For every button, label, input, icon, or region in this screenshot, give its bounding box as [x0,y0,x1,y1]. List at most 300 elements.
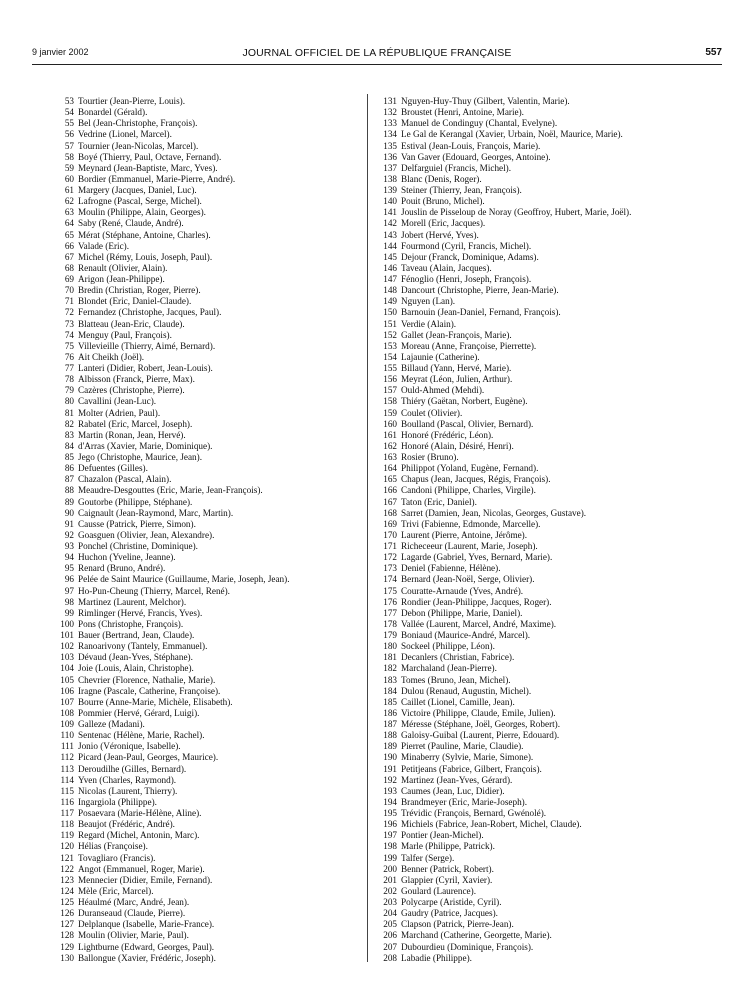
list-item [375,430,725,441]
list-item [52,419,362,430]
list-item [375,107,725,118]
list-item [52,352,362,363]
entry-name: Delplanque (Isabelle, Marie-France). [78,919,215,930]
list-item [375,853,725,864]
list-item [52,207,362,218]
entry-name: Rimlinger (Hervé, Francis, Yves). [78,607,203,618]
entry-name: Bredin (Christian, Roger, Pierre). [78,285,201,296]
entry-name: Jobert (Hervé, Yves). [401,229,479,240]
list-item [52,285,362,296]
list-item [375,686,725,697]
entry-number: 59 [64,162,74,173]
entry-name: Martinez (Jean-Yves, Gérard). [401,774,513,785]
list-item [375,864,725,875]
entry-number: 62 [64,196,74,207]
list-item [52,152,362,163]
list-item [52,530,362,541]
entry-number: 179 [383,630,397,640]
column-divider [367,94,368,962]
entry-number: 150 [383,307,397,318]
list-item [375,541,725,552]
entry-name: Pommier (Hervé, Gérard, Luigi). [78,707,200,718]
list-item [52,441,362,452]
list-item [52,374,362,385]
list-item [375,408,725,419]
entry-name: Honoré (Frédéric, Léon). [401,429,494,440]
entry-number: 84 [64,440,74,451]
list-item [52,218,362,229]
list-item [52,296,362,307]
entry-number: 88 [64,485,74,496]
entry-number: 178 [383,618,397,629]
list-item [375,552,725,563]
entry-number: 63 [64,207,74,218]
entry-number: 134 [383,129,397,140]
entry-number: 104 [60,663,74,674]
entry-number: 175 [383,585,397,596]
entry-number: 98 [64,596,74,607]
list-item [375,730,725,741]
list-item [375,841,725,852]
list-item [375,307,725,318]
entry-name: Defuentes (Gilles). [78,463,148,474]
entry-number: 71 [64,296,74,307]
entry-number: 148 [383,285,397,296]
entry-name: Laurent (Pierre, Antoine, Jérôme). [401,529,528,540]
list-item [375,752,725,763]
entry-number: 102 [60,641,74,652]
entry-name: Albisson (Franck, Pierre, Max). [78,374,195,385]
entry-name: Sockeel (Philippe, Léon). [401,641,495,652]
entry-number: 110 [60,730,74,741]
list-item [375,741,725,752]
list-item [52,396,362,407]
entry-name: Minaberry (Sylvie, Marie, Simone). [401,752,534,763]
entry-number: 86 [64,463,74,474]
list-item [52,919,362,930]
entry-number: 174 [383,574,397,585]
entry-number: 190 [383,752,397,763]
entry-number: 121 [60,852,74,863]
list-item [52,864,362,875]
entry-name: d'Arras (Xavier, Marie, Dominique). [78,440,213,451]
list-item [375,319,725,330]
entry-name: Caillet (Lionel, Camille, Jean). [401,696,515,707]
entry-number: 196 [383,819,397,830]
entry-name: Huchon (Yveline, Jeanne). [78,552,176,563]
entry-name: Moreau (Anne, Françoise, Pierrette). [401,340,537,351]
entry-number: 97 [64,585,74,596]
list-item [375,530,725,541]
entry-name: Mèle (Eric, Marcel). [78,885,154,896]
entry-number: 167 [383,496,397,507]
entry-name: Angot (Emmanuel, Roger, Marie). [78,863,205,874]
entry-number: 91 [64,518,74,529]
list-item [375,942,725,953]
list-item [52,686,362,697]
list-item [52,953,362,964]
entry-number: 143 [383,229,397,240]
entry-name: Nguyen (Lan). [401,296,456,307]
entry-name: Arigon (Jean-Philippe). [78,274,165,284]
entry-name: Margery (Jacques, Daniel, Luc). [78,185,197,195]
entry-name: Sarret (Damien, Jean, Nicolas, Georges, Gustave). [401,507,587,518]
list-item [52,908,362,919]
list-item [52,663,362,674]
list-item [52,675,362,686]
entry-name: Fénoglio (Henri, Joseph, François). [401,274,532,284]
list-item [52,741,362,752]
entry-number: 154 [383,351,397,362]
entry-number: 69 [64,274,74,284]
entry-name: Ponchel (Christine, Dominique). [78,541,198,551]
entry-name: Tomes (Bruno, Jean, Michel). [401,674,511,685]
list-item [375,330,725,341]
entry-name: Glappier (Cyril, Xavier). [401,874,493,885]
entry-name: Dejour (Franck, Dominique, Adams). [401,251,539,262]
entry-name: Lightburne (Edward, Georges, Paul). [78,941,215,952]
entry-number: 145 [383,251,397,262]
entry-name: Le Gal de Kerangal (Xavier, Urbain, Noël, Maurice, Marie). [401,129,623,140]
entry-number: 158 [383,396,397,407]
entry-name: Mennecier (Didier, Emile, Fernand). [78,874,213,885]
entry-name: Galleze (Madani). [78,719,145,729]
entry-name: Boniaud (Maurice-André, Marcel). [401,630,531,640]
entry-name: Delfarguiel (Francis, Michel). [401,162,512,173]
entry-number: 68 [64,262,74,273]
entry-name: Marchand (Catherine, Georgette, Marie). [401,930,552,941]
entry-name: Candoni (Philippe, Charles, Virgile). [401,485,536,496]
entry-number: 87 [64,474,74,485]
entry-name: Chazalon (Pascal, Alain). [78,474,172,485]
list-item [375,830,725,841]
list-item [52,341,362,352]
entry-number: 65 [64,229,74,240]
entry-number: 61 [64,185,74,195]
entry-number: 101 [60,630,74,640]
entry-number: 73 [64,318,74,329]
list-item [52,775,362,786]
entry-name: Iragne (Pascale, Catherine, Françoise). [78,685,221,696]
list-item [52,797,362,808]
entry-number: 139 [383,185,397,195]
entry-number: 137 [383,162,397,173]
entry-name: Fernandez (Christophe, Jacques, Paul). [78,307,222,318]
list-item [52,708,362,719]
list-item [375,597,725,608]
entry-number: 206 [383,930,397,941]
entry-name: Moulin (Philippe, Alain, Georges). [78,207,206,218]
entry-number: 163 [383,452,397,462]
entry-number: 205 [383,919,397,930]
entry-number: 168 [383,507,397,518]
entry-number: 82 [64,418,74,429]
entry-number: 111 [60,741,74,752]
list-item [52,363,362,374]
entry-number: 186 [383,707,397,718]
entry-number: 135 [383,140,397,151]
entry-name: Trévidic (François, Bernard, Gwénolé). [401,808,547,818]
entry-number: 129 [60,941,74,952]
entry-name: Cavallini (Jean-Luc). [78,396,157,407]
entry-name: Posaevara (Marie-Hélène, Aline). [78,808,202,818]
list-item [52,942,362,953]
list-item [375,619,725,630]
list-item [375,697,725,708]
entry-number: 103 [60,652,74,663]
list-item [52,307,362,318]
list-item [375,196,725,207]
list-item [375,241,725,252]
list-item [52,107,362,118]
list-item [52,830,362,841]
list-item [52,274,362,285]
entry-name: Morell (Eric, Jacques). [401,218,486,229]
entry-name: Rabatel (Eric, Marcel, Joseph). [78,418,193,429]
entry-name: Ingargiola (Philippe). [78,796,157,807]
entry-number: 176 [383,596,397,607]
entry-number: 119 [60,830,74,841]
entry-name: Pelée de Saint Maurice (Guillaume, Marie, Joseph, Jean). [78,574,290,585]
entry-number: 56 [64,129,74,140]
list-item [52,385,362,396]
entry-number: 58 [64,151,74,162]
list-item [52,841,362,852]
list-item [52,853,362,864]
entry-name: Rondier (Jean-Philippe, Jacques, Roger). [401,596,552,607]
list-item [375,263,725,274]
list-item [375,797,725,808]
entry-name: Pontier (Jean-Michel). [401,830,484,841]
entry-number: 96 [64,574,74,585]
entry-name: Ait Cheikh (Joël). [78,351,145,362]
entry-number: 208 [383,952,397,963]
entry-number: 100 [60,618,74,629]
entry-name: Mérat (Stéphane, Antoine, Charles). [78,229,211,240]
entry-name: Verdie (Alain). [401,318,457,329]
entry-number: 164 [383,463,397,474]
entry-name: Benner (Patrick, Robert). [401,863,494,874]
entry-number: 149 [383,296,397,307]
entry-name: Barnouin (Jean-Daniel, Fernand, François). [401,307,561,318]
entry-number: 151 [383,318,397,329]
list-item [52,641,362,652]
entry-number: 204 [383,908,397,919]
entry-name: Steiner (Thierry, Jean, François). [401,185,522,195]
entry-number: 195 [383,808,397,818]
entry-number: 171 [383,541,397,551]
entry-number: 192 [383,774,397,785]
list-item [52,252,362,263]
entry-number: 147 [383,274,397,284]
entry-number: 77 [64,363,74,373]
entry-name: Bonardel (Gérald). [78,107,148,118]
entry-number: 130 [60,952,74,963]
entry-number: 112 [60,752,74,763]
entry-name: Dulou (Renaud, Augustin, Michel). [401,685,532,696]
list-item [52,141,362,152]
entry-number: 200 [383,863,397,874]
entry-number: 114 [60,774,74,785]
entry-number: 66 [64,240,74,251]
entry-name: Gallet (Jean-François, Marie). [401,329,512,340]
list-item [52,508,362,519]
list-item [52,474,362,485]
entry-number: 83 [64,429,74,440]
entry-number: 123 [60,874,74,885]
list-item [375,96,725,107]
header-date: 9 janvier 2002 [32,47,89,57]
entry-name: Blatteau (Jean-Eric, Claude). [78,318,185,329]
list-item [52,697,362,708]
entry-name: Tovagliaro (Francis). [78,852,156,863]
entry-name: Nicolas (Laurent, Thierry). [78,785,178,796]
entry-name: Brandmeyer (Eric, Marie-Joseph). [401,796,528,807]
entry-number: 70 [64,285,74,296]
list-item [52,574,362,585]
entry-number: 188 [383,730,397,741]
list-item [375,441,725,452]
page-header [32,47,722,61]
entry-number: 160 [383,418,397,429]
entry-name: Bel (Jean-Christophe, François). [78,118,198,129]
list-item [375,218,725,229]
entry-name: Hélias (Françoise). [78,841,148,852]
list-item [52,719,362,730]
entry-name: Estival (Jean-Louis, François, Marie). [401,140,541,151]
entry-name: Héaulmé (Marc, André, Jean). [78,897,190,907]
right-column [375,96,725,964]
entry-number: 153 [383,340,397,351]
entry-name: Renault (Olivier, Alain). [78,262,168,273]
list-item [375,385,725,396]
entry-number: 136 [383,151,397,162]
entry-number: 118 [60,819,74,830]
entry-number: 67 [64,251,74,262]
entry-number: 126 [60,908,74,919]
entry-name: Marchaland (Jean-Pierre). [401,663,497,674]
entry-name: Bauer (Bertrand, Jean, Claude). [78,630,195,640]
list-item [375,129,725,140]
entry-number: 157 [383,385,397,396]
list-item [52,485,362,496]
list-item [52,875,362,886]
list-item [52,96,362,107]
entry-name: Ho-Pun-Cheung (Thierry, Marcel, René). [78,585,230,596]
entry-number: 181 [383,652,397,663]
entry-name: Talfer (Serge). [401,852,455,863]
entry-number: 142 [383,218,397,229]
list-item [52,118,362,129]
entry-name: Tourtier (Jean-Pierre, Louis). [78,96,186,106]
entry-name: Dubourdieu (Dominique, François). [401,941,534,952]
list-item [375,719,725,730]
list-item [52,497,362,508]
entry-name: Villevieille (Thierry, Aimé, Bernard). [78,340,216,351]
entry-number: 81 [64,407,74,418]
entry-number: 115 [60,785,74,796]
entry-name: Duranseaud (Claude, Pierre). [78,908,186,919]
entry-name: Van Gaver (Edouard, Georges, Antoine). [401,151,551,162]
entry-name: Causse (Patrick, Pierre, Simon). [78,518,196,529]
list-item [375,419,725,430]
list-item [375,808,725,819]
list-item [52,563,362,574]
entry-number: 166 [383,485,397,496]
list-item [375,775,725,786]
list-item [375,519,725,530]
list-item [52,608,362,619]
list-item [375,118,725,129]
list-item [52,786,362,797]
entry-number: 53 [64,96,74,106]
list-item [52,630,362,641]
entry-number: 90 [64,507,74,518]
entry-number: 124 [60,885,74,896]
entry-name: Michiels (Fabrice, Jean-Robert, Michel, Claude). [401,819,582,830]
entry-name: Vedrine (Lionel, Marcel). [78,129,172,140]
entry-name: Joie (Louis, Alain, Christophe). [78,663,194,674]
entry-name: Menguy (Paul, François). [78,329,172,340]
list-item [375,452,725,463]
entry-number: 162 [383,440,397,451]
entry-name: Marle (Philippe, Patrick). [401,841,495,852]
entry-number: 183 [383,674,397,685]
entry-name: Dancourt (Christophe, Pierre, Jean-Marie). [401,285,559,296]
entry-number: 198 [383,841,397,852]
header-rule [32,64,722,65]
entry-name: Polycarpe (Aristide, Cyril). [401,897,502,907]
entry-name: Rosier (Bruno). [401,452,459,462]
entry-number: 55 [64,118,74,129]
entry-number: 106 [60,685,74,696]
entry-number: 146 [383,262,397,273]
list-item [375,285,725,296]
entry-number: 202 [383,885,397,896]
entry-name: Thiéry (Gaëtan, Norbert, Eugène). [401,396,528,407]
list-item [52,808,362,819]
list-item [52,519,362,530]
entry-name: Chapus (Jean, Jacques, Régis, François). [401,474,551,485]
entry-name: Ranoarivony (Tantely, Emmanuel). [78,641,208,652]
entry-number: 76 [64,351,74,362]
entry-name: Philippot (Yoland, Eugène, Fernand). [401,463,539,474]
list-item [52,886,362,897]
list-item [375,341,725,352]
entry-name: Caumes (Jean, Luc, Didier). [401,785,505,796]
entry-name: Martin (Ronan, Jean, Hervé). [78,429,186,440]
list-item [375,185,725,196]
entry-name: Meynard (Jean-Baptiste, Marc, Yves). [78,162,218,173]
entry-name: Galoisy-Guibal (Laurent, Pierre, Edouard). [401,730,560,741]
list-item [375,463,725,474]
entry-name: Blondet (Eric, Daniel-Claude). [78,296,192,307]
list-item [52,652,362,663]
entry-name: Méresse (Stéphane, Joël, Georges, Robert). [401,719,561,729]
list-item [375,574,725,585]
list-item [52,263,362,274]
list-item [375,508,725,519]
entry-name: Deroudilhe (Gilles, Bernard). [78,763,187,774]
entry-name: Bordier (Emmanuel, Marie-Pierre, André). [78,173,236,184]
list-item [375,897,725,908]
list-item [375,252,725,263]
list-item [52,586,362,597]
entry-number: 113 [60,763,74,774]
entry-number: 132 [383,107,397,118]
entry-number: 78 [64,374,74,385]
entry-name: Meyrat (Léon, Julien, Arthur). [401,374,513,385]
